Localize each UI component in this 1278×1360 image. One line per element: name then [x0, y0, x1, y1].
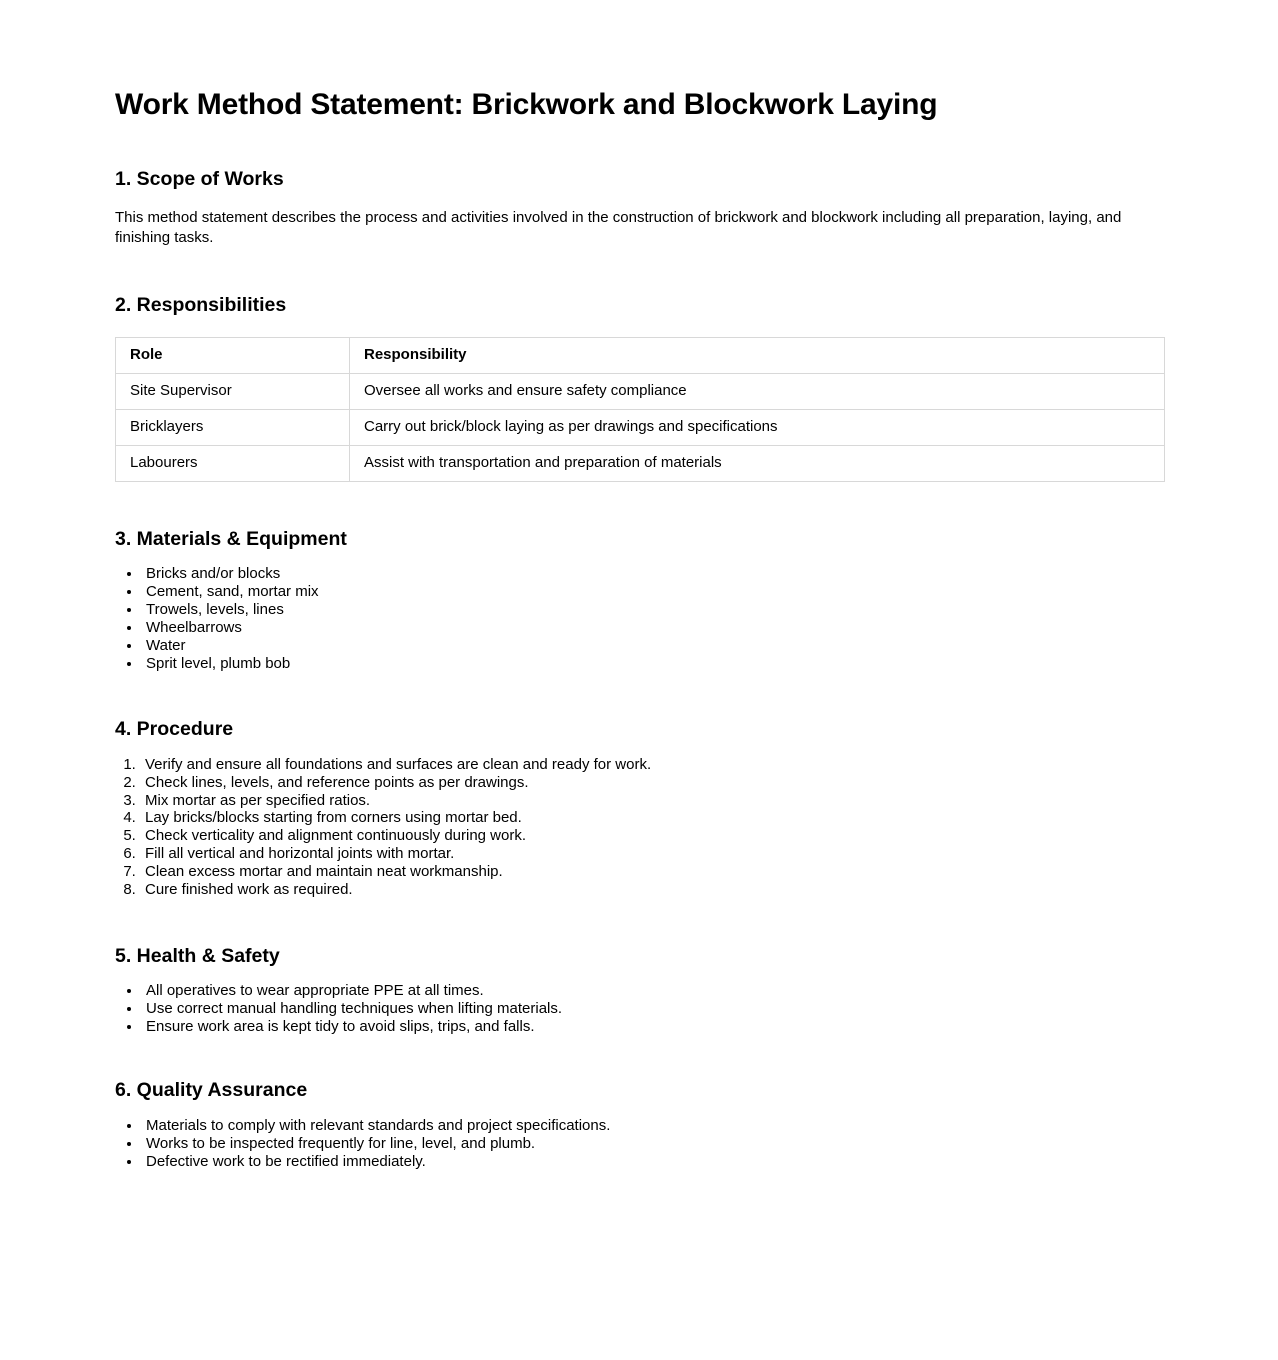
- cell-responsibility: Oversee all works and ensure safety compliance: [350, 373, 1165, 409]
- cell-responsibility: Carry out brick/block laying as per drawings and specifications: [350, 409, 1165, 445]
- list-item: 2. Check lines, levels, and reference points as per drawings.: [140, 774, 1164, 792]
- table-column-header-role: Role: [116, 337, 350, 373]
- list-item: 3. Mix mortar as per specified ratios.: [140, 792, 1164, 810]
- list-item: • Sprit level, plumb bob: [142, 655, 1164, 673]
- list-item: • Trowels, levels, lines: [142, 601, 1164, 619]
- list-item: 1. Verify and ensure all foundations and surfaces are clean and ready for work.: [140, 756, 1164, 774]
- list-item: • Bricks and/or blocks: [142, 565, 1164, 583]
- materials-list: [115, 565, 1164, 672]
- cell-role: Labourers: [116, 445, 350, 481]
- page-bottom-spacer: [115, 1170, 1164, 1360]
- list-item: • Materials to comply with relevant standards and project specifications.: [142, 1117, 1164, 1135]
- list-item: • Wheelbarrows: [142, 619, 1164, 637]
- responsibilities-table: [115, 337, 1165, 482]
- quality-assurance-list: [115, 1117, 1164, 1171]
- table-column-header-responsibility: Responsibility: [350, 337, 1165, 373]
- list-item: 4. Lay bricks/blocks starting from corners using mortar bed.: [140, 809, 1164, 827]
- table-header-row: [116, 337, 1165, 373]
- section-heading-quality-assurance: 6. Quality Assurance: [115, 1079, 308, 1102]
- table-row: [116, 445, 1165, 481]
- list-item: • Works to be inspected frequently for line, level, and plumb.: [142, 1135, 1164, 1153]
- list-item: • Cement, sand, mortar mix: [142, 583, 1164, 601]
- list-item: • Ensure work area is kept tidy to avoid slips, trips, and falls.: [142, 1018, 1164, 1036]
- procedure-list: [115, 756, 1164, 899]
- list-item: • All operatives to wear appropriate PPE at all times.: [142, 982, 1164, 1000]
- list-item: • Water: [142, 637, 1164, 655]
- scope-paragraph: This method statement describes the process and activities involved in the construction of brickwork and blockwork including all preparation, laying, and finishing tasks.: [115, 208, 1122, 246]
- section-heading-scope-of-works: 1. Scope of Works: [115, 167, 284, 190]
- list-item: • Defective work to be rectified immediately.: [142, 1153, 1164, 1171]
- list-item: 7. Clean excess mortar and maintain neat workmanship.: [140, 863, 1164, 881]
- list-item: 8. Cure finished work as required.: [140, 881, 1164, 899]
- table-row: [116, 409, 1165, 445]
- section-heading-health-safety: 5. Health & Safety: [115, 944, 280, 967]
- cell-responsibility: Assist with transportation and preparation of materials: [350, 445, 1165, 481]
- list-item: 6. Fill all vertical and horizontal joints with mortar.: [140, 845, 1164, 863]
- cell-role: Site Supervisor: [116, 373, 350, 409]
- section-heading-materials-equipment: 3. Materials & Equipment: [115, 527, 347, 550]
- list-item: 5. Check verticality and alignment continuously during work.: [140, 827, 1164, 845]
- list-item: • Use correct manual handling techniques when lifting materials.: [142, 1000, 1164, 1018]
- page-title: Work Method Statement: Brickwork and Blockwork Laying: [115, 88, 938, 121]
- health-safety-list: [115, 982, 1164, 1036]
- table-row: [116, 373, 1165, 409]
- cell-role: Bricklayers: [116, 409, 350, 445]
- section-heading-procedure: 4. Procedure: [115, 718, 234, 741]
- section-heading-responsibilities: 2. Responsibilities: [115, 293, 287, 316]
